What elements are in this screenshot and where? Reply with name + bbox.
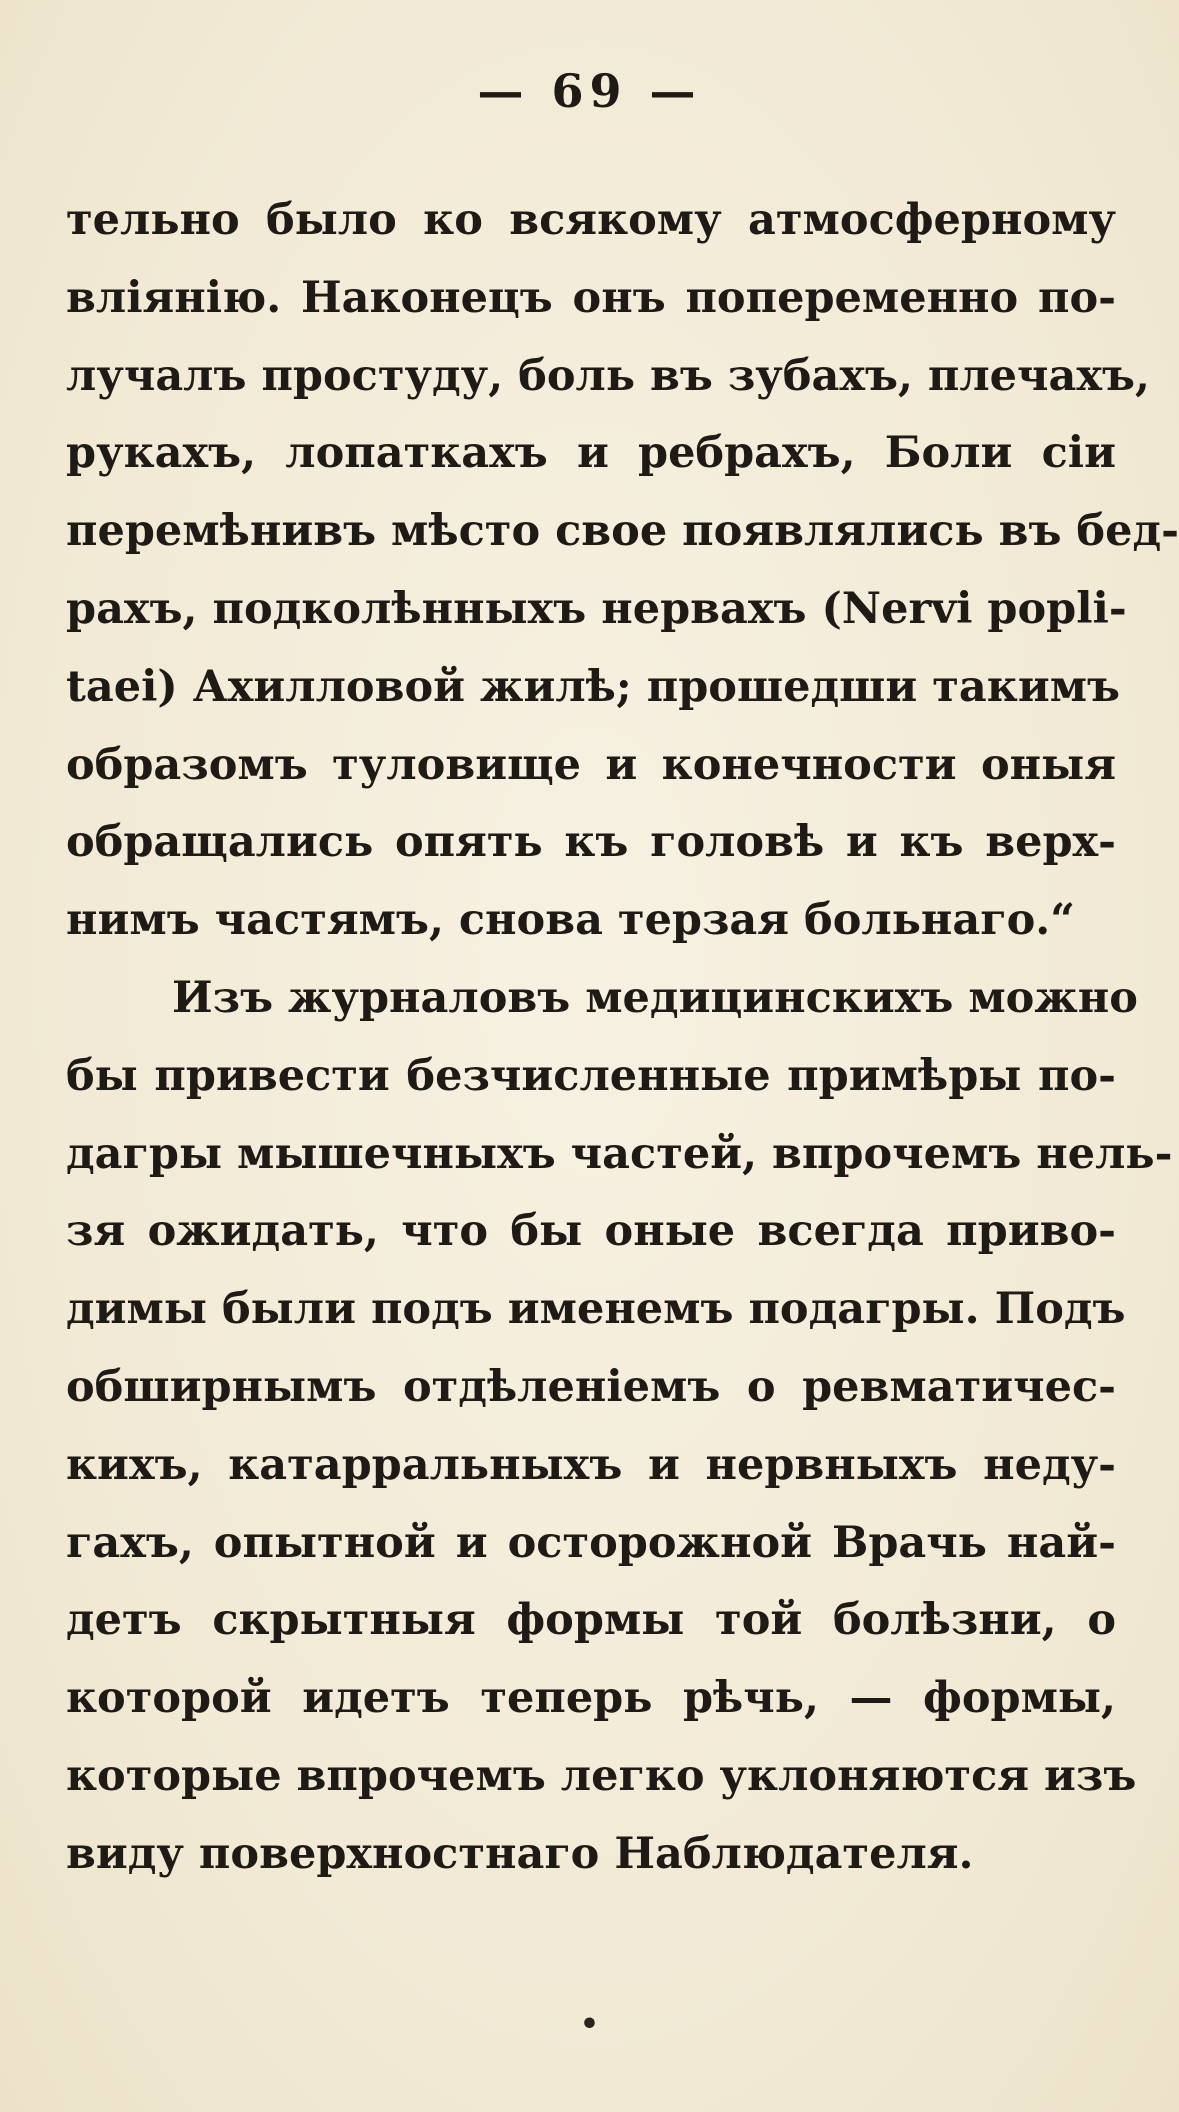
text-line: нимъ частямъ, снова терзая больнаго.“ <box>66 895 1075 946</box>
text-line: дагры мышечныхъ частей, впрочемъ нель- <box>66 1128 1173 1179</box>
text-line: тельно было ко всякому атмосферному <box>66 195 1116 245</box>
text-line: которой идетъ теперь рѣчь, — формы, <box>66 1673 1116 1724</box>
text-line: рукахъ, лопаткахъ и ребрахъ, Боли сіи <box>66 428 1116 479</box>
text-line: лучалъ простуду, боль въ зубахъ, плечахъ, <box>66 350 1150 401</box>
text-line: гахъ, опытной и осторожной Врачь най- <box>66 1517 1116 1568</box>
body-text <box>66 182 1179 1894</box>
text-line: вліянію. Наконецъ онъ попеременно по- <box>66 272 1116 323</box>
text-line: кихъ, катарральныхъ и нервныхъ неду- <box>66 1439 1116 1490</box>
text-line: бы привести безчисленные примѣры по- <box>66 1050 1116 1101</box>
paragraph-first-line: Изъ журналовъ медицинскихъ можно <box>172 972 1138 1023</box>
text-line: которые впрочемъ легко уклоняются изъ <box>66 1750 1137 1801</box>
ink-mark: • <box>579 2007 600 2042</box>
text-line: виду поверхностнаго Наблюдателя. <box>66 1828 974 1879</box>
text-line: димы были подъ именемъ подагры. Подъ <box>66 1284 1126 1335</box>
text-line: рахъ, подколѣнныхъ нервахъ (Nervi popli- <box>66 583 1127 634</box>
page-number: — 69 — <box>477 64 702 118</box>
text-line: перемѣнивъ мѣсто свое появлялись въ бед- <box>66 506 1179 557</box>
text-line: обращались опять къ головѣ и къ верх- <box>66 817 1116 868</box>
text-line: образомъ туловище и конечности оныя <box>66 739 1116 790</box>
text-line: taei) Ахилловой жилѣ; прошедши такимъ <box>66 661 1121 712</box>
text-line: зя ожидать, что бы оные всегда приво- <box>66 1206 1116 1257</box>
text-line: обширнымъ отдѣленіемъ о ревматичес- <box>66 1361 1116 1412</box>
text-line: детъ скрытныя формы той болѣзни, о <box>66 1595 1116 1646</box>
